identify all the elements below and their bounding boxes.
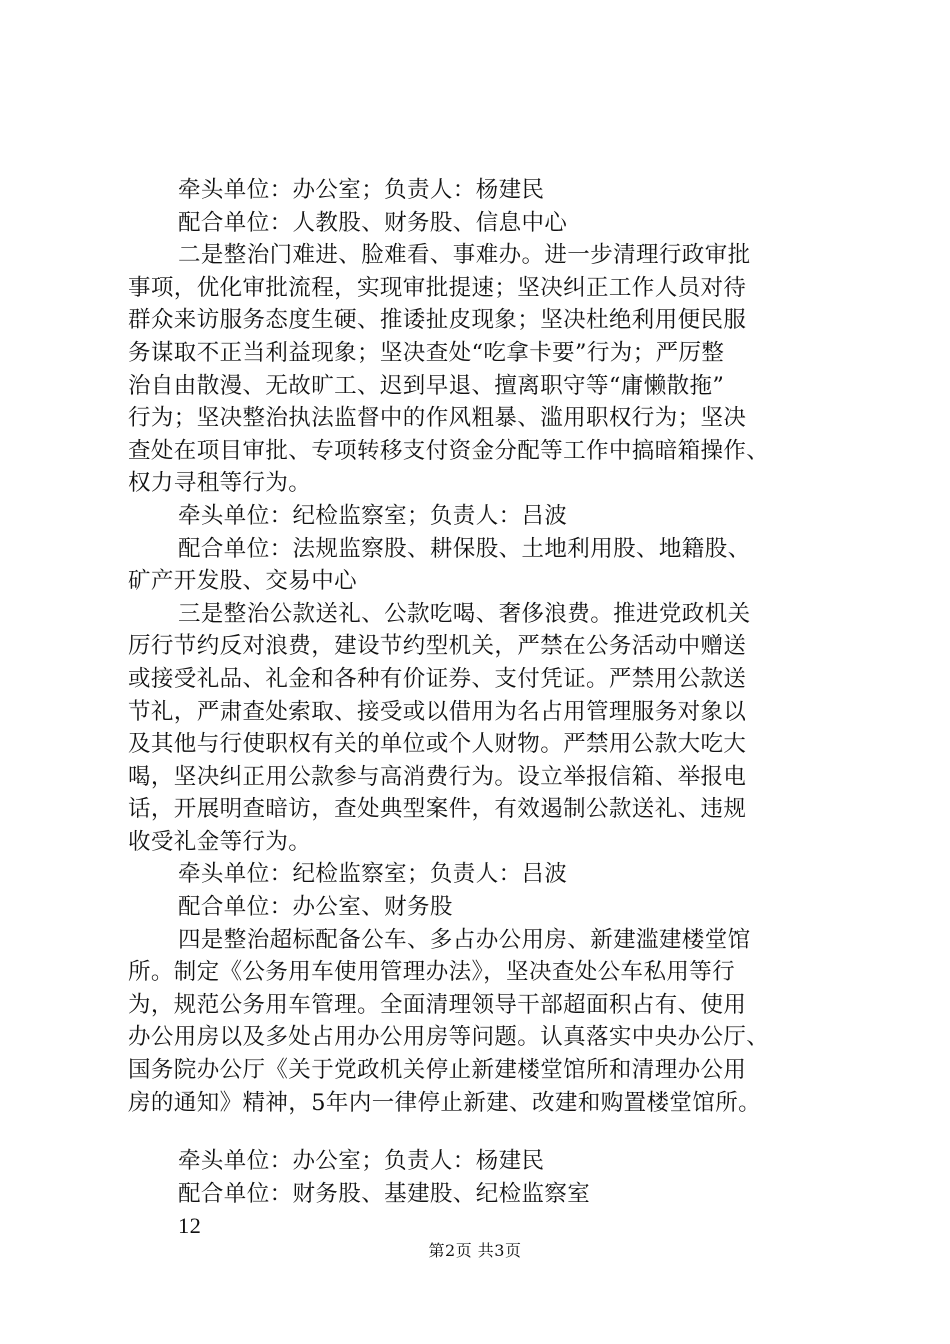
text-line: 配合单位：人教股、财务股、信息中心 bbox=[178, 209, 568, 236]
text-line: 节礼，严肃查处索取、接受或以借用为名占用管理服务对象以 bbox=[128, 698, 747, 725]
text-line: 牵头单位：纪检监察室；负责人：吕波 bbox=[178, 861, 568, 888]
text-line: 权力寻租等行为。 bbox=[128, 470, 312, 497]
text-line: 所。制定《公务用车使用管理办法》，坚决查处公车私用等行 bbox=[128, 959, 736, 986]
text-line: 喝，坚决纠正用公款参与高消费行为。设立举报信箱、举报电 bbox=[128, 763, 747, 790]
text-line: 国务院办公厅《关于党政机关停止新建楼堂馆所和清理办公用 bbox=[128, 1057, 747, 1084]
text-line: 话，开展明查暗访，查处典型案件，有效遏制公款送礼、违规 bbox=[128, 796, 747, 823]
text-line: 办公用房以及多处占用办公用房等问题。认真落实中央办公厅、 bbox=[128, 1024, 770, 1051]
paragraph-block bbox=[128, 174, 828, 1119]
text-line: 或接受礼品、礼金和各种有价证券、支付凭证。严禁用公款送 bbox=[128, 665, 747, 692]
text-line: 配合单位：法规监察股、耕保股、土地利用股、地籍股、 bbox=[178, 535, 751, 562]
text-line: 房的通知》精神，5年内一律停止新建、改建和购置楼堂馆所。 bbox=[128, 1089, 762, 1116]
text-line: 矿产开发股、交易中心 bbox=[128, 568, 358, 595]
text-line: 厉行节约反对浪费，建设节约型机关，严禁在公务活动中赠送 bbox=[128, 633, 747, 660]
text-line: 配合单位：办公室、财务股 bbox=[178, 894, 453, 921]
document-body bbox=[128, 174, 828, 1243]
text-line: 配合单位：财务股、基建股、纪检监察室 bbox=[178, 1180, 591, 1207]
text-line: 及其他与行使职权有关的单位或个人财物。严禁用公款大吃大 bbox=[128, 731, 747, 758]
text-line: 四是整治超标配备公车、多占办公用房、新建滥建楼堂馆 bbox=[178, 926, 751, 953]
text-line: 为，规范公务用车管理。全面清理领导干部超面积占有、使用 bbox=[128, 991, 747, 1018]
text-line: 事项，优化审批流程，实现审批提速；坚决纠正工作人员对待 bbox=[128, 274, 747, 301]
text-line: 二是整治门难进、脸难看、事难办。进一步清理行政审批 bbox=[178, 242, 751, 269]
text-line: 务谋取不正当利益现象；坚决查处“吃拿卡要”行为；严厉整 bbox=[128, 339, 725, 366]
paragraph-gap bbox=[128, 1119, 828, 1145]
text-line: 治自由散漫、无故旷工、迟到早退、擅离职守等“庸懒散拖” bbox=[128, 372, 725, 399]
page-footer: 第2页 共3页 bbox=[428, 1241, 522, 1260]
text-line: 牵头单位：纪检监察室；负责人：吕波 bbox=[178, 502, 568, 529]
page-marker: 12 bbox=[178, 1213, 202, 1239]
text-line: 收受礼金等行为。 bbox=[128, 828, 312, 855]
text-line: 查处在项目审批、专项转移支付资金分配等工作中搞暗箱操作、 bbox=[128, 437, 770, 464]
text-line: 牵头单位：办公室；负责人：杨建民 bbox=[178, 1148, 545, 1175]
text-line: 牵头单位：办公室；负责人：杨建民 bbox=[178, 177, 545, 203]
text-line: 群众来访服务态度生硬、推诿扯皮现象；坚决杜绝利用便民服 bbox=[128, 307, 747, 334]
text-line: 三是整治公款送礼、公款吃喝、奢侈浪费。推进党政机关 bbox=[178, 600, 751, 627]
responsibility-block bbox=[128, 1145, 828, 1210]
text-line: 行为；坚决整治执法监督中的作风粗暴、滥用职权行为；坚决 bbox=[128, 405, 747, 432]
